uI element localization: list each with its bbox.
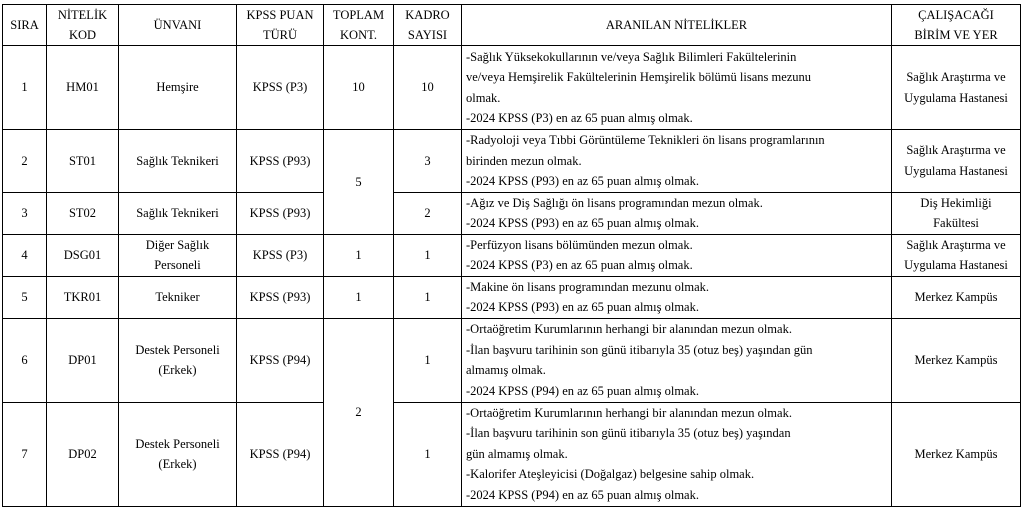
cell-requirements (462, 46, 892, 130)
cell-unvan (119, 192, 237, 234)
cell-birim-line: Sağlık Araştırma ve (906, 70, 1006, 84)
header-nitelik-kod: NİTELİK KOD (47, 5, 119, 46)
cell-kadro: 10 (394, 46, 462, 130)
cell-unvan (119, 46, 237, 130)
cell-requirements-line: -Ağız ve Diş Sağlığı ön lisans programından mezun olmak. (466, 195, 763, 210)
cell-sira: 2 (3, 130, 47, 193)
cell-unvan (119, 402, 237, 506)
cell-sira: 6 (3, 318, 47, 402)
cell-kadro: 1 (394, 318, 462, 402)
cell-requirements-line: -2024 KPSS (P94) en az 65 puan almış olmak. (466, 487, 699, 502)
cell-unvan-line: Sağlık Teknikeri (136, 153, 219, 168)
cell-sira: 1 (3, 46, 47, 130)
cell-unvan (119, 276, 237, 318)
cell-kod: ST02 (47, 192, 119, 234)
header-birim: ÇALIŞACAĞI BİRİM VE YER (892, 5, 1021, 46)
cell-birim (892, 130, 1021, 193)
cell-kadro: 3 (394, 130, 462, 193)
cell-sira: 3 (3, 192, 47, 234)
cell-birim (892, 192, 1021, 234)
cell-requirements-line: almamış olmak. (466, 363, 546, 377)
cell-birim (892, 46, 1021, 130)
table-row (3, 276, 1021, 318)
cell-kod: DSG01 (47, 234, 119, 276)
cell-kpss: KPSS (P93) (237, 192, 324, 234)
cell-kod: HM01 (47, 46, 119, 130)
header-row (3, 5, 1021, 46)
cell-kadro: 1 (394, 402, 462, 506)
cell-requirements-line: birinden mezun olmak. (466, 153, 582, 168)
cell-requirements-line: -Ortaöğretim Kurumlarının herhangi bir alanından mezun olmak. (466, 322, 792, 336)
cell-requirements-line: olmak. (466, 90, 501, 105)
cell-requirements (462, 234, 892, 276)
cell-sira: 4 (3, 234, 47, 276)
cell-birim (892, 276, 1021, 318)
cell-kpss: KPSS (P93) (237, 276, 324, 318)
cell-kpss: KPSS (P3) (237, 46, 324, 130)
cell-unvan-line: Personeli (154, 258, 201, 272)
cell-unvan-line: Hemşire (156, 80, 199, 95)
cell-birim-line: Fakültesi (933, 216, 979, 230)
cell-birim-line: Uygulama Hastanesi (904, 90, 1008, 105)
cell-kpss: KPSS (P93) (237, 130, 324, 193)
cell-kod: DP02 (47, 402, 119, 506)
cell-requirements-line: -Perfüzyon lisans bölümünden mezun olmak. (466, 237, 693, 252)
cell-requirements-line: -2024 KPSS (P3) en az 65 puan almış olmak. (466, 111, 693, 125)
cell-kadro: 1 (394, 234, 462, 276)
cell-requirements-line: -2024 KPSS (P3) en az 65 puan almış olmak. (466, 258, 693, 272)
table-row (3, 130, 1021, 193)
cell-toplam: 5 (324, 130, 394, 235)
cell-birim (892, 402, 1021, 506)
cell-unvan-line: Destek Personeli (135, 436, 220, 451)
cell-requirements (462, 318, 892, 402)
cell-toplam: 10 (324, 46, 394, 130)
cell-requirements-line: -2024 KPSS (P93) en az 65 puan almış olmak. (466, 174, 699, 188)
header-unvani: ÜNVANI (119, 5, 237, 46)
cell-birim (892, 318, 1021, 402)
cell-unvan-line: Diğer Sağlık (145, 237, 210, 252)
cell-birim-line: Uygulama Hastanesi (904, 163, 1008, 178)
cell-requirements-line: gün almamış olmak. (466, 446, 568, 461)
cell-requirements (462, 276, 892, 318)
cell-requirements-line: -İlan başvuru tarihinin son günü itibarıyla 35 (otuz beş) yaşından (466, 426, 791, 441)
header-aranilan-nitelikler: ARANILAN NİTELİKLER (462, 5, 892, 46)
cell-requirements-line: -2024 KPSS (P93) en az 65 puan almış olmak. (466, 216, 699, 230)
cell-requirements (462, 192, 892, 234)
cell-toplam: 1 (324, 234, 394, 276)
header-toplam-kont: TOPLAM KONT. (324, 5, 394, 46)
cell-unvan-line: Tekniker (155, 289, 200, 304)
cell-birim-line: Sağlık Araştırma ve (906, 143, 1006, 158)
cell-toplam: 2 (324, 318, 394, 506)
cell-unvan-line: Sağlık Teknikeri (136, 205, 219, 220)
cell-kadro: 2 (394, 192, 462, 234)
table-row (3, 234, 1021, 276)
cell-sira: 7 (3, 402, 47, 506)
cell-requirements-line: -2024 KPSS (P93) en az 65 puan almış olmak. (466, 300, 699, 314)
cell-kpss: KPSS (P94) (237, 318, 324, 402)
cell-requirements-line: -Sağlık Yüksekokullarının ve/veya Sağlık Bilimleri Fakültelerinin (466, 49, 797, 64)
cell-kod: ST01 (47, 130, 119, 193)
cell-requirements-line: ve/veya Hemşirelik Fakültelerinin Hemşirelik bölümü lisans mezunu (466, 70, 812, 84)
cell-requirements (462, 130, 892, 193)
cell-unvan-line: (Erkek) (158, 457, 197, 471)
cell-unvan-line: (Erkek) (158, 363, 197, 377)
cell-kpss: KPSS (P3) (237, 234, 324, 276)
cell-requirements-line: -Radyoloji veya Tıbbi Görüntüleme Teknikleri ön lisans programlarının (466, 133, 825, 147)
cell-kadro: 1 (394, 276, 462, 318)
cell-unvan (119, 318, 237, 402)
cell-birim-line: Diş Hekimliği (920, 195, 992, 210)
cell-unvan (119, 130, 237, 193)
cell-requirements-line: -Kalorifer Ateşleyicisi (Doğalgaz) belgesine sahip olmak. (466, 467, 755, 482)
cell-unvan (119, 234, 237, 276)
cell-kod: TKR01 (47, 276, 119, 318)
header-sira: SIRA (3, 5, 47, 46)
cell-birim-line: Uygulama Hastanesi (904, 258, 1008, 272)
recruitment-table (2, 4, 1021, 507)
cell-birim (892, 234, 1021, 276)
header-kpss-puan-turu: KPSS PUAN TÜRÜ (237, 5, 324, 46)
cell-birim-line: Merkez Kampüs (914, 446, 998, 461)
cell-kod: DP01 (47, 318, 119, 402)
cell-requirements-line: -Ortaöğretim Kurumlarının herhangi bir alanından mezun olmak. (466, 405, 792, 420)
cell-birim-line: Merkez Kampüs (914, 352, 998, 367)
cell-birim-line: Sağlık Araştırma ve (906, 237, 1006, 252)
cell-unvan-line: Destek Personeli (135, 342, 220, 357)
cell-requirements-line: -Makine ön lisans programından mezunu olmak. (466, 279, 709, 294)
table-row (3, 318, 1021, 402)
cell-kpss: KPSS (P94) (237, 402, 324, 506)
header-kadro-sayisi: KADRO SAYISI (394, 5, 462, 46)
cell-requirements (462, 402, 892, 506)
table-row (3, 192, 1021, 234)
table-row (3, 402, 1021, 506)
table-row (3, 46, 1021, 130)
cell-toplam: 1 (324, 276, 394, 318)
cell-requirements-line: -İlan başvuru tarihinin son günü itibarıyla 35 (otuz beş) yaşından gün (466, 342, 813, 357)
cell-requirements-line: -2024 KPSS (P94) en az 65 puan almış olmak. (466, 383, 699, 398)
cell-sira: 5 (3, 276, 47, 318)
cell-birim-line: Merkez Kampüs (914, 289, 998, 304)
